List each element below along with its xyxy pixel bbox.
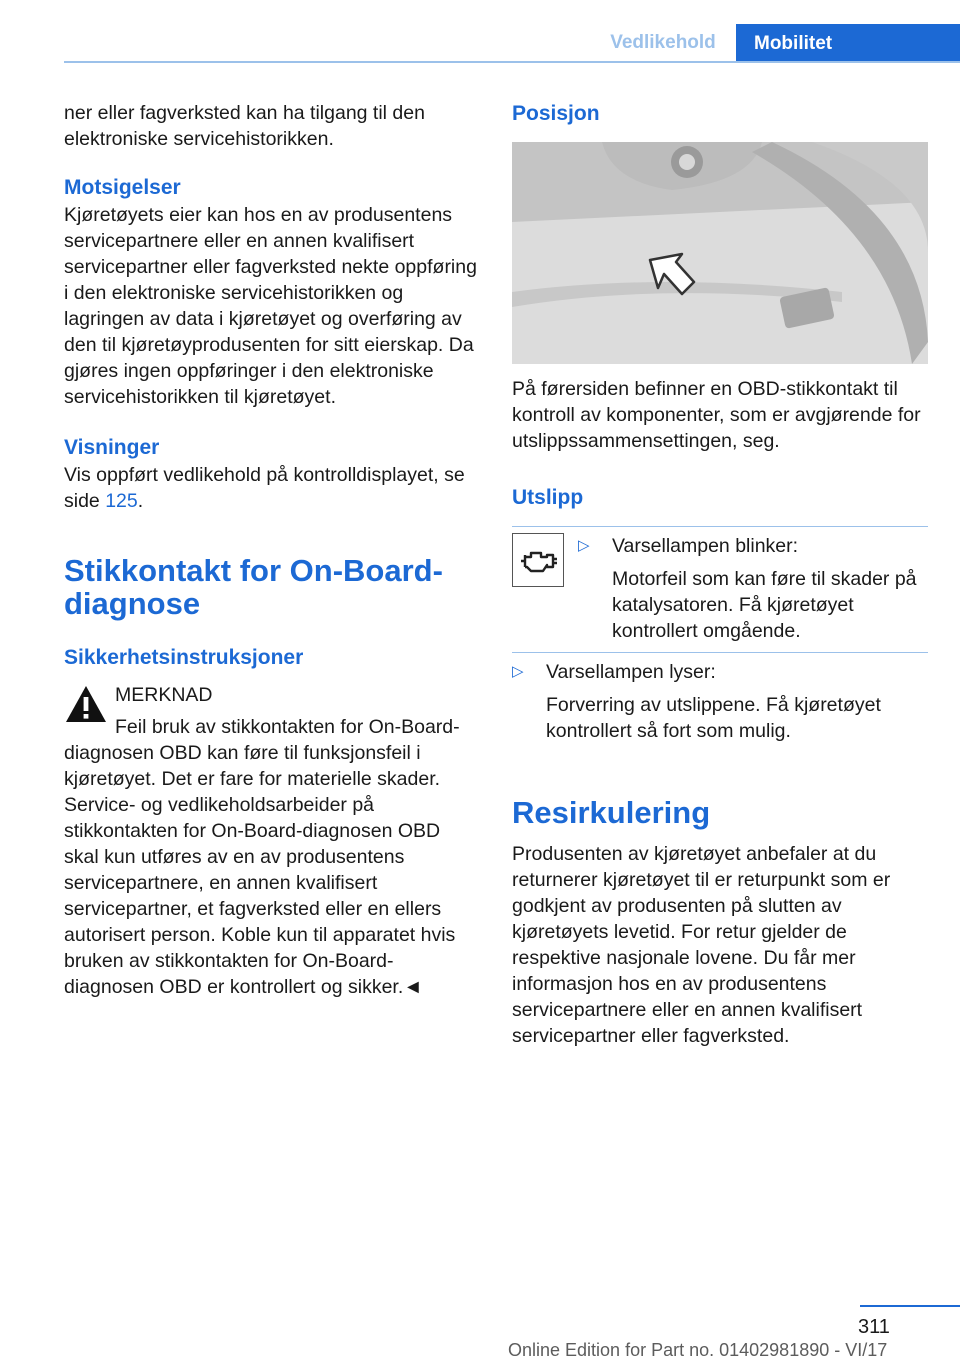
utslipp-heading: Utslipp: [512, 486, 584, 509]
tab-mobilitet[interactable]: Mobilitet: [736, 24, 960, 63]
left-column: [64, 100, 478, 1000]
bullet-body: Motorfeil som kan føre til skader på katalysatoren. Få kjøretøyet kontrollert omgående.: [612, 568, 917, 642]
right-column: [512, 100, 928, 1049]
safety-heading: Sikkerhetsinstruksjoner: [64, 646, 304, 669]
bullet-head: Varsellampen blinker:: [612, 535, 799, 557]
visninger-heading: Visninger: [64, 436, 160, 459]
list-item: [512, 653, 928, 744]
visninger-text: [64, 462, 478, 514]
utslipp-list: [512, 526, 928, 744]
obd-location-photo: [512, 142, 928, 364]
motsigelser-text: Kjøretøyets eier kan hos en av produsentens servicepartnere eller en annen kvalifisert servicepartner eller fagverksted nekte oppføring i den elektroniske servicehistorikken og lagringen av data i kjøretøyet og overføring av den til kjøretøyprodusenten for sitt eierskap. Da gjøres ingen oppføringer i den elektroniske servicehistorikken til kjøretøyet.: [64, 204, 477, 408]
section-title: Stikkontakt for On-Board-diagnose: [64, 553, 443, 621]
engine-warning-icon: [512, 533, 564, 587]
posisjon-text: På førersiden befinner en OBD-stikkontakt til kontroll av komponenter, som er avgjørende for utslippssammensettingen, seg.: [512, 378, 921, 452]
list-item: [512, 527, 928, 644]
page-number: 311: [858, 1316, 890, 1338]
bullet-head: Varsellampen lyser:: [546, 661, 716, 683]
visninger-period: .: [137, 490, 144, 512]
header-rule: [64, 61, 960, 63]
bullet-marker: ▷: [512, 663, 524, 680]
resirkulering-title: Resirkulering: [512, 795, 711, 830]
warning-triangle-icon: [64, 684, 108, 724]
edition-text: Online Edition for Part no. 01402981890 - VI/17: [508, 1340, 888, 1360]
tab-vedlikehold[interactable]: Vedlikehold: [610, 31, 716, 53]
page-link-125[interactable]: 125: [105, 490, 138, 512]
intro-text: ner eller fagverksted kan ha tilgang til den elektroniske servicehistorikken.: [64, 102, 425, 150]
warning-block: [64, 682, 478, 1000]
bullet-marker: ▷: [578, 537, 590, 554]
motsigelser-heading: Motsigelser: [64, 176, 181, 199]
posisjon-heading: Posisjon: [512, 102, 600, 125]
visninger-body: Vis oppført vedlikehold på kontrolldisplayet, se side: [64, 464, 465, 512]
footer-rule: [860, 1305, 960, 1307]
warning-text: Feil bruk av stikkontakten for On-Board-diagnosen OBD kan føre til funksjonsfeil i kjøretøyet. Det er fare for materielle skader. Service- og vedlikeholdsarbeider på stikkontakten for On-Board-diagnosen OBD skal kun utføres av en av produsentens servicepartnere, en annen kvalifisert servicepartner, et fagverksted eller en ellers autorisert person. Koble kun til apparatet hvis bruken av stikkontakten for On-Board-diagnosen OBD er kontrollert og sikker.◄: [64, 716, 460, 998]
warning-label: MERKNAD: [115, 684, 213, 706]
resirkulering-text: Produsenten av kjøretøyet anbefaler at du returnerer kjøretøyet til er returpunkt som er godkjent av produsenten på slutten av kjøretøyets levetid. For retur gjelder de respektive nasjonale lovene. Du får mer informasjon hos en av produsentens servicepartnere eller en annen kvalifisert servicepartner eller fagverksted.: [512, 843, 891, 1047]
bullet-body: Forverring av utslippene. Få kjøretøyet kontrollert så fort som mulig.: [546, 694, 881, 742]
